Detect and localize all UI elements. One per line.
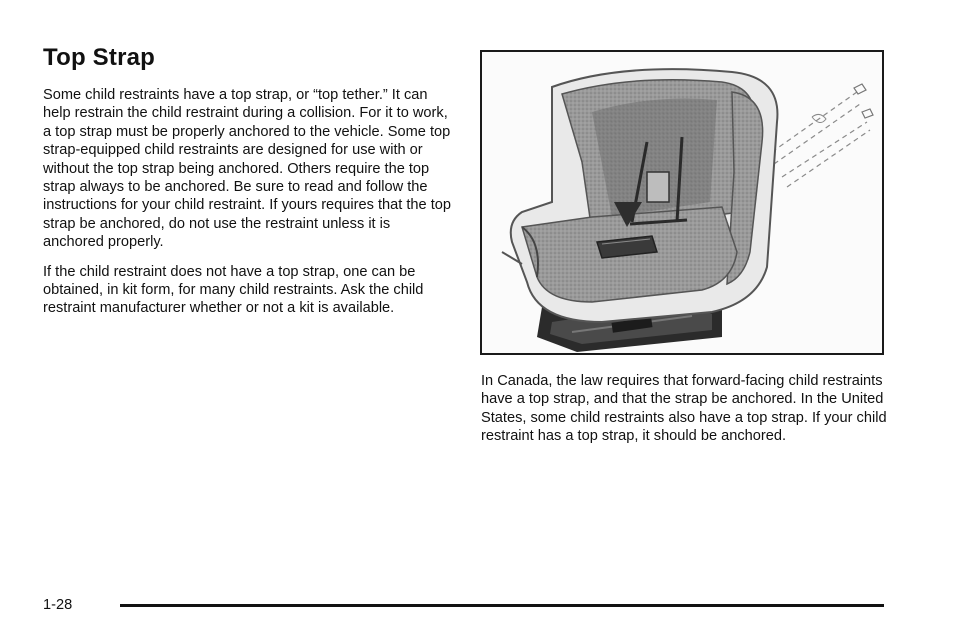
top-tether-lines	[772, 92, 870, 187]
body-paragraph: If the child restraint does not have a top strap, one can be obtained, in kit form, for many child restraints. Ask the child restraint manufacturer whether or not a kit is available.	[43, 263, 424, 317]
child-seat-illustration	[480, 50, 884, 355]
child-seat-drawing	[482, 52, 882, 353]
body-paragraph: Some child restraints have a top strap, or “top tether.” It can help restrain the child restraint during a collision. For it to work, a top strap must be properly anchored to the vehicle. Some top strap-equipped child restraints are designed for use with or without the top strap being anchored. Others require the top strap always to be anchored. Be sure to read and follow the instructions for your child restraint. If yours requires that the top strap be anchored, do not use the restraint unless it is anchored properly.	[43, 87, 451, 251]
body-paragraph: In Canada, the law requires that forward-facing child restraints have a top strap, and that the strap be anchored. In the United States, some child restraints also have a top strap. If your child restraint has a top strap, it should be anchored.	[481, 373, 887, 445]
left-column	[43, 86, 453, 329]
footer-rule	[120, 604, 884, 607]
tether-hook	[854, 84, 873, 118]
right-column	[481, 372, 891, 446]
section-title: Top Strap	[43, 44, 156, 71]
page-number: 1-28	[43, 597, 73, 613]
chest-clip	[647, 172, 669, 202]
